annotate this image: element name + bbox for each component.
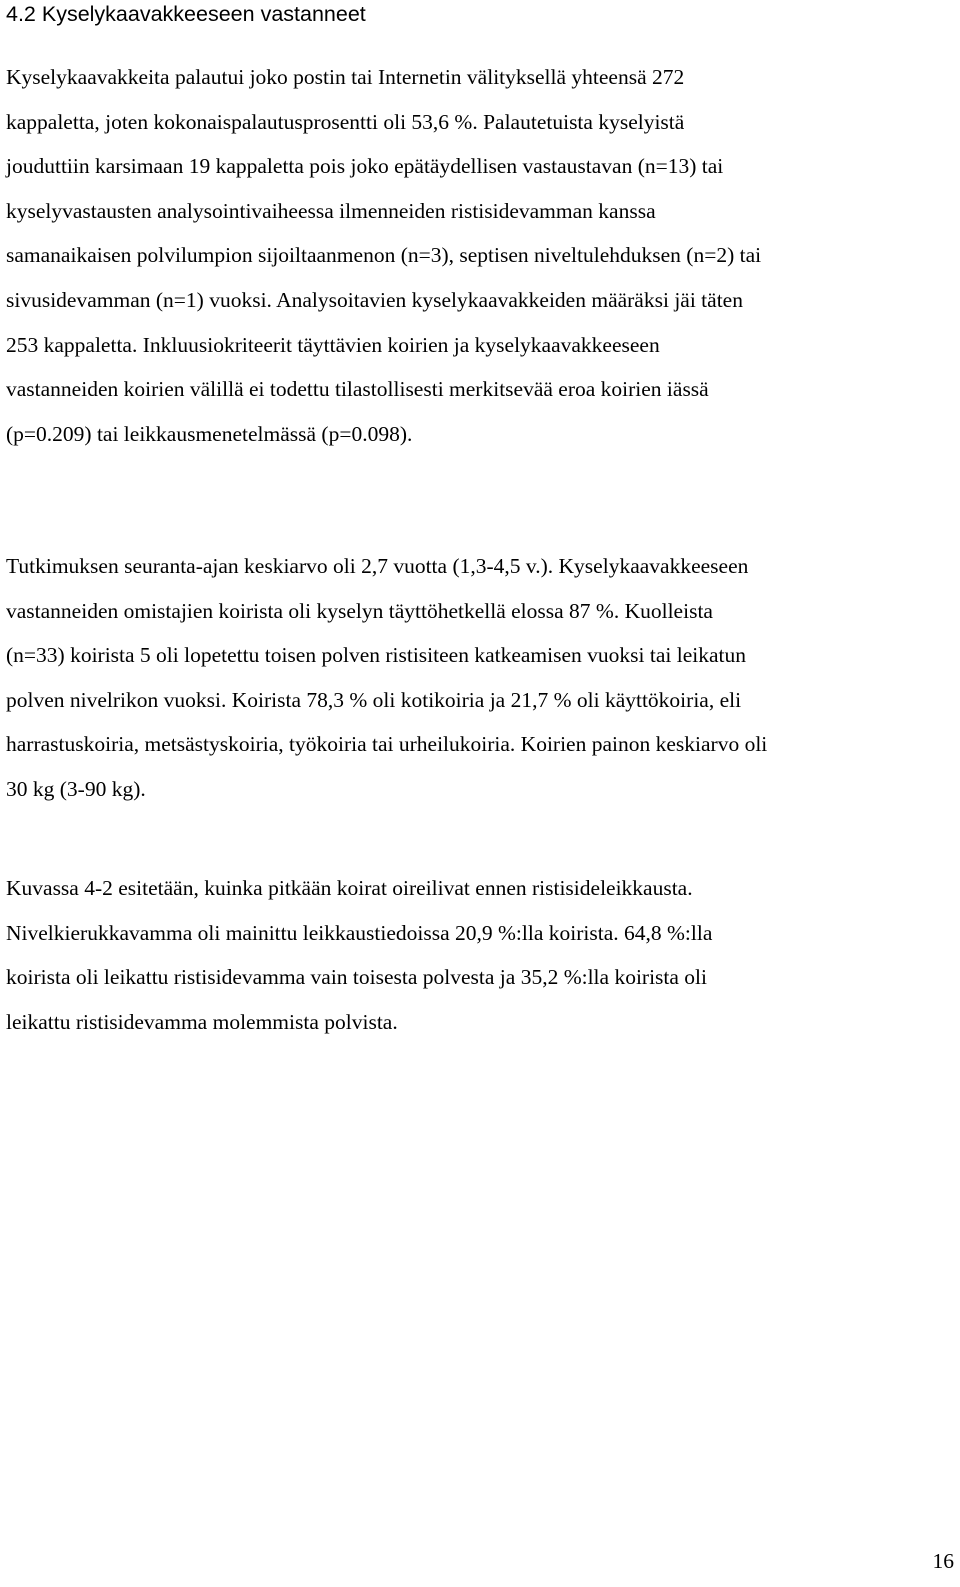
text-line: kyselyvastausten analysointivaiheessa ilmenneiden ristisidevamman kanssa [6,198,656,223]
text-line: Kuvassa 4-2 esitetään, kuinka pitkään koirat oireilivat ennen ristisideleikkausta. [6,876,693,900]
text-line: vastanneiden koirien välillä ei todettu tilastollisesti merkitsevää eroa koirien iässä [6,377,709,402]
text-line: Kyselykaavakkeita palautui joko postin tai Internetin välityksellä yhteensä 272 [6,65,685,89]
text-line: harrastuskoiria, metsästyskoiria, työkoiria tai urheilukoiria. Koirien painon keskiarvo oli [6,732,768,757]
page-number: 16 [932,1549,954,1573]
text-line: 30 kg (3-90 kg). [6,776,146,801]
section-heading: 4.2 Kyselykaavakkeeseen vastanneet [6,2,366,26]
text-line: Nivelkierukkavamma oli mainittu leikkaustiedoissa 20,9 %:lla koirista. 64,8 %:lla [6,920,713,945]
text-line: leikattu ristisidevamma molemmista polvista. [6,1009,398,1034]
text-line: Tutkimuksen seuranta-ajan keskiarvo oli 2,7 vuotta (1,3-4,5 v.). Kyselykaavakkeeseen [6,554,749,578]
text-line: vastanneiden omistajien koirista oli kyselyn täyttöhetkellä elossa 87 %. Kuolleista [6,598,713,623]
text-line: polven nivelrikon vuoksi. Koirista 78,3 % oli kotikoiria ja 21,7 % oli käyttökoiria, eli [6,687,742,712]
text-line: (n=33) koirista 5 oli lopetettu toisen polven ristisiteen katkeamisen vuoksi tai leikatun [6,643,746,668]
text-line: jouduttiin karsimaan 19 kappaletta pois joko epätäydellisen vastaustavan (n=13) tai [6,154,724,179]
paragraph-symptoms [6,874,956,1052]
text-line: (p=0.209) tai leikkausmenetelmässä (p=0.098). [6,421,413,446]
text-line: samanaikaisen polvilumpion sijoiltaanmenon (n=3), septisen niveltulehduksen (n=2) tai [6,243,762,268]
text-line: 253 kappaletta. Inkluusiokriteerit täyttävien koirien ja kyselykaavakkeeseen [6,332,660,357]
text-line: kappaletta, joten kokonaispalautusprosentti oli 53,6 %. Palautetuista kyselyistä [6,109,685,134]
paragraph-follow-up [6,552,956,820]
paragraph-response-rate [6,63,956,464]
text-line: koirista oli leikattu ristisidevamma vain toisesta polvesta ja 35,2 %:lla koirista oli [6,965,708,990]
text-line: sivusidevamman (n=1) vuoksi. Analysoitavien kyselykaavakkeiden määräksi jäi täten [6,287,743,312]
